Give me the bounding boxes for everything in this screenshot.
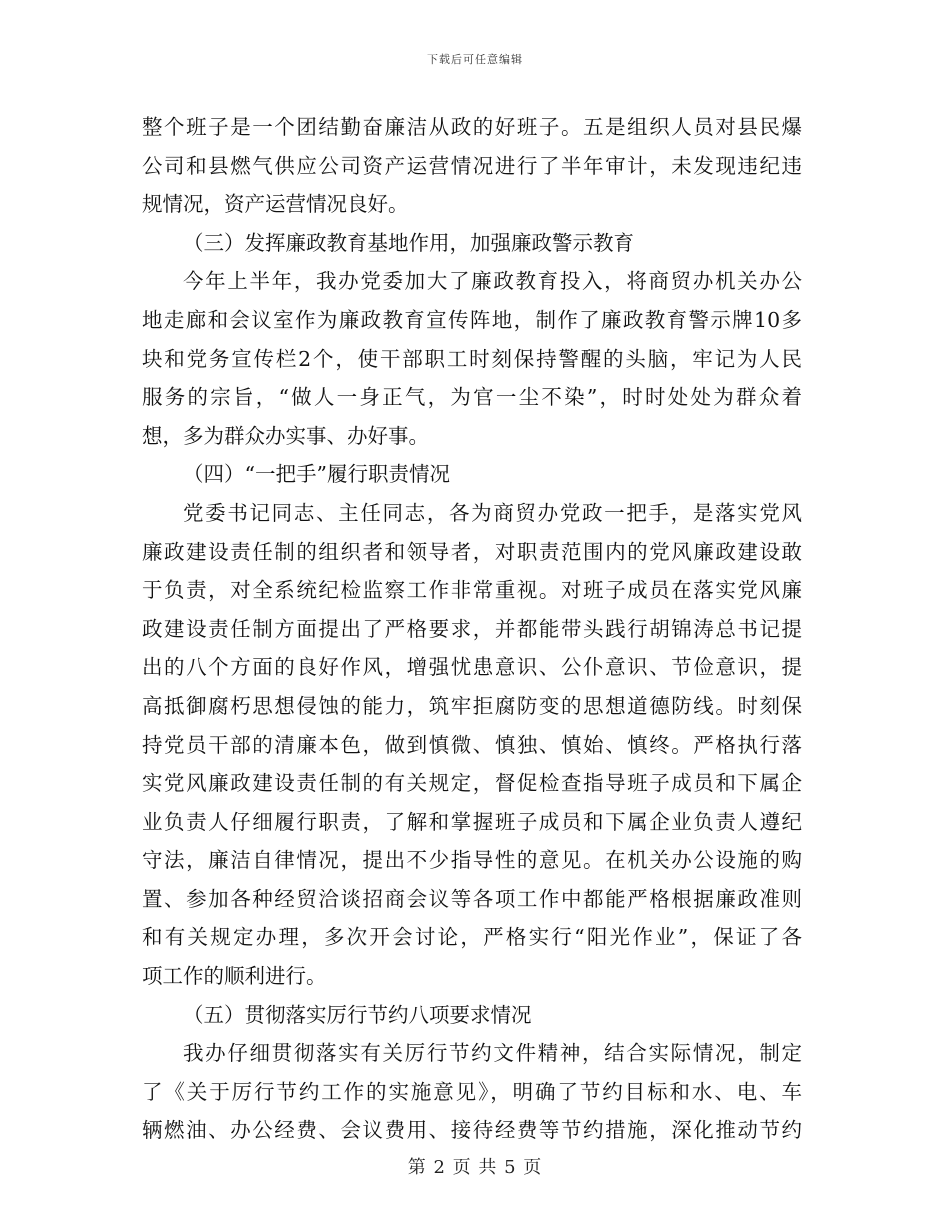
text-line: 出的八个方面的良好作风，增强忧患意识、公仆意识、节俭意识，提 — [142, 655, 802, 680]
text-line: 置、参加各种经贸洽谈招商会议等各项工作中都能严格根据廉政准则 — [142, 886, 802, 911]
text-line: 和有关规定办理，多次开会讨论，严格实行“阳光作业”，保证了各 — [142, 925, 802, 950]
text-line: 辆燃油、办公经费、会议费用、接待经费等节约措施，深化推动节约 — [142, 1118, 802, 1143]
text-line: 地走廊和会议室作为廉政教育宣传阵地，制作了廉政教育警示牌10多 — [142, 307, 802, 332]
text-line: 高抵御腐朽思想侵蚀的能力，筑牢拒腐防变的思想道德防线。时刻保 — [142, 693, 802, 718]
text-line: 实党风廉政建设责任制的有关规定，督促检查指导班子成员和下属企 — [142, 771, 802, 796]
text-line: 今年上半年，我办党委加大了廉政教育投入，将商贸办机关办公 — [183, 269, 802, 294]
text-line: 持党员干部的清廉本色，做到慎微、慎独、慎始、慎终。严格执行落 — [142, 732, 802, 757]
text-line: 项工作的顺利进行。 — [142, 964, 327, 989]
text-line: （五）贯彻落实厉行节约八项要求情况 — [183, 1002, 532, 1027]
text-line: 党委书记同志、主任同志，各为商贸办党政一把手，是落实党风 — [183, 500, 802, 525]
text-line: 想，多为群众办实事、办好事。 — [142, 423, 429, 448]
document-body — [142, 108, 802, 1150]
text-line: 服务的宗旨，“做人一身正气，为官一尘不染”，时时处处为群众着 — [142, 385, 802, 410]
text-line: 廉政建设责任制的组织者和领导者，对职责范围内的党风廉政建设敢 — [142, 539, 802, 564]
text-line: （四）“一把手”履行职责情况 — [183, 462, 450, 487]
page-footer: 第 2 页 共 5 页 — [407, 1157, 543, 1178]
text-line: 守法，廉洁自律情况，提出不少指导性的意见。在机关办公设施的购 — [142, 848, 802, 873]
text-line: 于负责，对全系统纪检监察工作非常重视。对班子成员在落实党风廉 — [142, 578, 802, 603]
text-line: （三）发挥廉政教育基地作用，加强廉政警示教育 — [183, 230, 634, 255]
text-line: 块和党务宣传栏2个，使干部职工时刻保持警醒的头脑，牢记为人民 — [142, 346, 802, 371]
text-line: 公司和县燃气供应公司资产运营情况进行了半年审计，未发现违纪违 — [142, 153, 802, 178]
text-line: 了《关于厉行节约工作的实施意见》，明确了节约目标和水、电、车 — [142, 1079, 802, 1104]
text-line: 政建设责任制方面提出了严格要求，并都能带头践行胡锦涛总书记提 — [142, 616, 802, 641]
text-line: 整个班子是一个团结勤奋廉洁从政的好班子。五是组织人员对县民爆 — [142, 115, 802, 139]
text-line: 业负责人仔细履行职责，了解和掌握班子成员和下属企业负责人遵纪 — [142, 809, 802, 834]
page-header: 下载后可任意编辑 — [427, 53, 523, 66]
text-line: 我办仔细贯彻落实有关厉行节约文件精神，结合实际情况，制定 — [183, 1041, 802, 1066]
text-line: 规情况，资产运营情况良好。 — [142, 192, 409, 217]
